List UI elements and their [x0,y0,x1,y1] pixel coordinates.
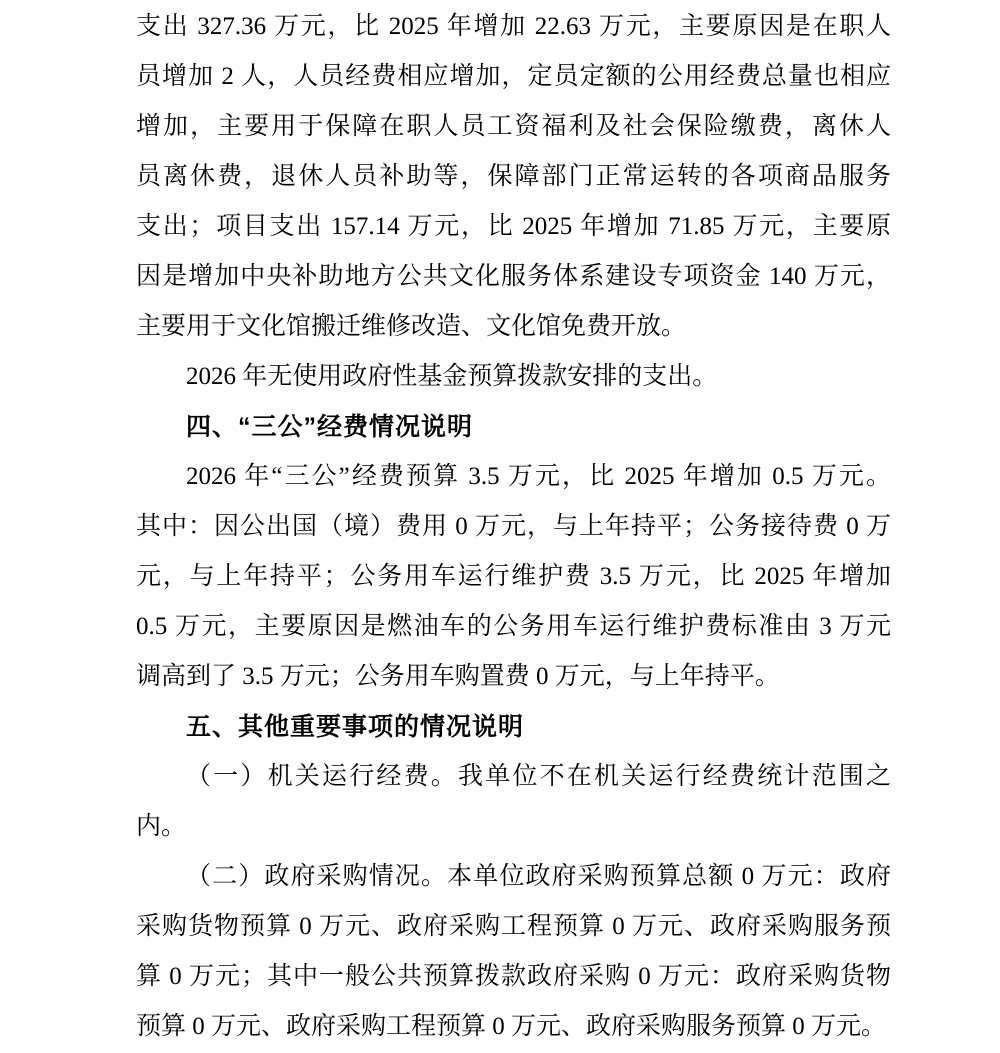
paragraph [136,352,891,402]
paragraph [136,2,891,352]
text-line: （二）政府采购情况。本单位政府采购预算总额 0 万元：政府 [186,863,891,890]
text-line: 2026 年无使用政府性基金预算拨款安排的支出。 [186,363,718,390]
text-line: 主要用于文化馆搬迁维修改造、文化馆免费开放。 [136,313,687,340]
section-heading [136,402,891,452]
text-line: 增加，主要用于保障在职人员工资福利及社会保险缴费，离休人 [136,113,891,140]
text-line: （一）机关运行经费。我单位不在机关运行经费统计范围之 [186,763,891,790]
text-line: 0.5 万元，主要原因是燃油车的公务用车运行维护费标准由 3 万元 [136,613,891,640]
paragraph [136,452,891,702]
paragraph [136,752,891,852]
text-line: 其中：因公出国（境）费用 0 万元，与上年持平；公务接待费 0 万 [136,513,891,540]
text-line: 支出 327.36 万元，比 2025 年增加 22.63 万元，主要原因是在职人 [136,13,891,40]
text-line: 支出；项目支出 157.14 万元，比 2025 年增加 71.85 万元，主要原 [136,213,891,240]
text-line: 2026 年“三公”经费预算 3.5 万元，比 2025 年增加 0.5 万元。 [186,463,891,490]
document-body [136,2,891,1052]
text-line: 调高到了 3.5 万元；公务用车购置费 0 万元，与上年持平。 [136,663,780,690]
section-heading [136,702,891,752]
text-line: 员增加 2 人，人员经费相应增加，定员定额的公用经费总量也相应 [136,63,891,90]
text-line: 因是增加中央补助地方公共文化服务体系建设专项资金 140 万元， [136,263,891,290]
text-line: 员离休费，退休人员补助等，保障部门正常运转的各项商品服务 [136,163,891,190]
text-line: 算 0 万元；其中一般公共预算拨款政府采购 0 万元：政府采购货物 [136,963,891,990]
text-line: 预算 0 万元、政府采购工程预算 0 万元、政府采购服务预算 0 万元。 [136,1013,887,1040]
text-line: 四、“三公”经费情况说明 [186,413,474,441]
paragraph [136,852,891,1052]
text-line: 采购货物预算 0 万元、政府采购工程预算 0 万元、政府采购服务预 [136,913,891,940]
text-line: 内。 [136,813,187,840]
text-line: 元，与上年持平；公务用车运行维护费 3.5 万元，比 2025 年增加 [136,563,891,590]
text-line: 五、其他重要事项的情况说明 [186,713,525,741]
